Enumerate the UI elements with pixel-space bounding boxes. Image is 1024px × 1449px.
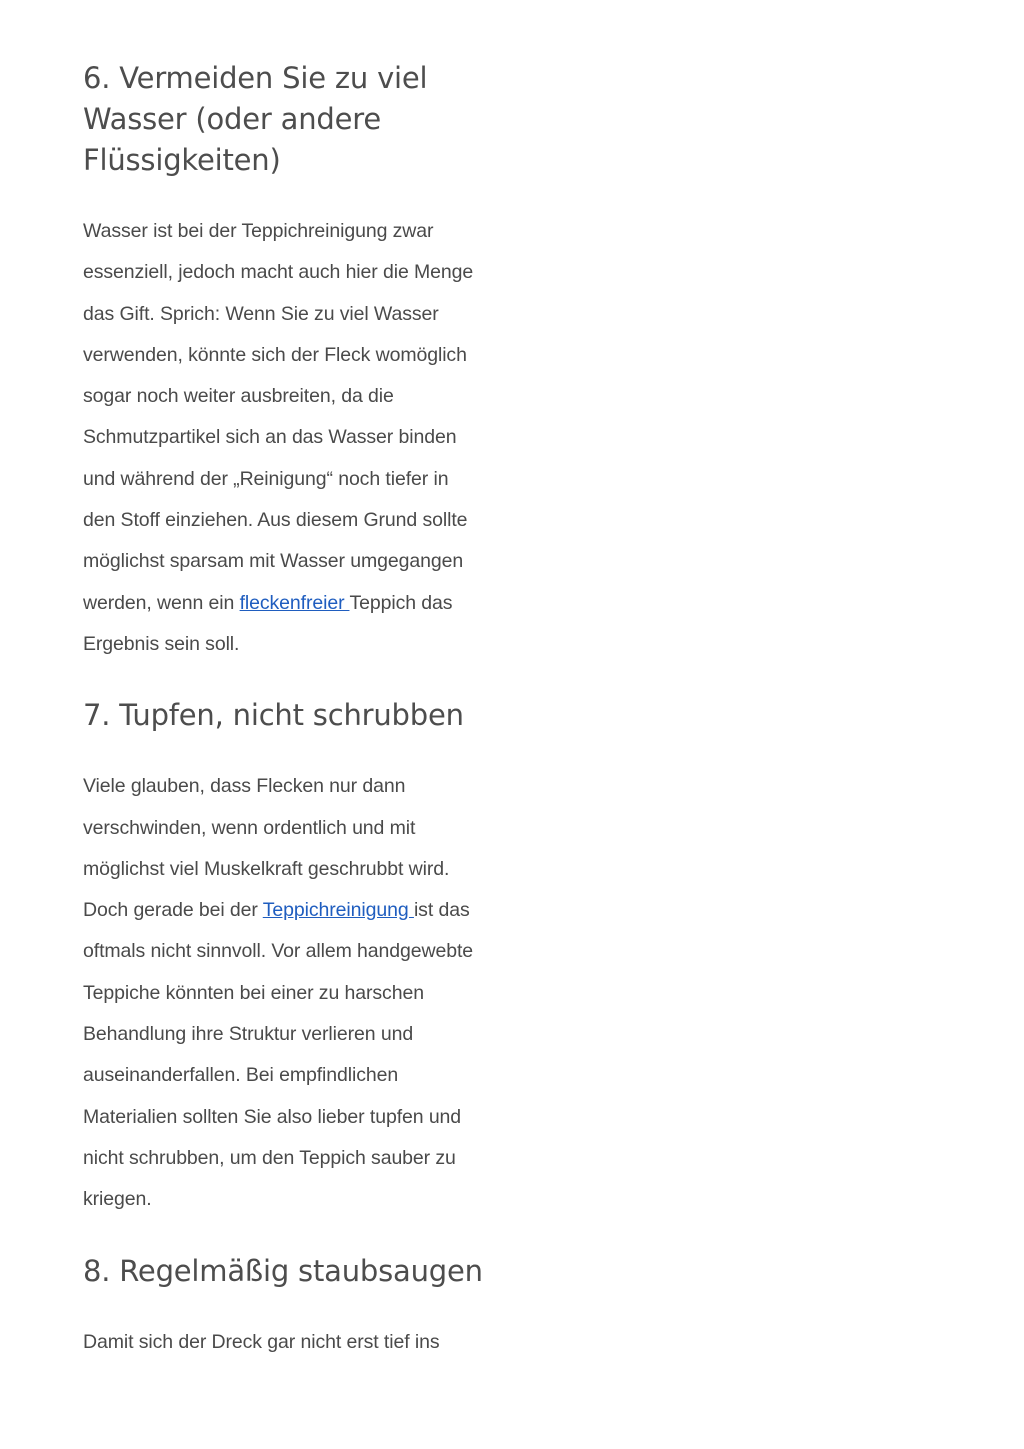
link-fleckenfreier[interactable]: fleckenfreier: [239, 591, 350, 614]
paragraph-text: Wasser ist bei der Teppichreinigung zwar essenziell, jedoch macht auch hier die Menge das Gift. Sprich: Wenn Sie zu viel Wasser verwenden, könnte sich der Fleck womöglich sogar noch weiter ausbreiten, da die Schmutzpartikel sich an das Wasser binden und während der „Reinigung“ noch tiefer in den Stoff einziehen. Aus diesem Grund sollte möglichst sparsam mit Wasser umgegangen werden, wenn ein: [83, 220, 474, 614]
section-paragraph-6: [83, 211, 483, 665]
section-heading-6: 6. Vermeiden Sie zu viel Wasser (oder andere Flüssigkeiten): [83, 61, 428, 177]
section-heading-8: 8. Regelmäßig staubsaugen: [83, 1253, 483, 1288]
section-paragraph-8: Damit sich der Dreck gar nicht erst tief ins: [83, 1330, 440, 1353]
paragraph-text: Teppich das Ergebnis sein soll.: [83, 591, 453, 655]
section-paragraph-7: [83, 766, 483, 1220]
section-heading-7: 7. Tupfen, nicht schrubben: [83, 698, 464, 733]
link-teppichreinigung[interactable]: Teppichreinigung: [262, 899, 414, 922]
paragraph-text: Viele glauben, dass Flecken nur dann verschwinden, wenn ordentlich und mit möglichst viel Muskelkraft geschrubbt wird. Doch gerade bei der: [83, 775, 450, 922]
article-content: [83, 58, 483, 1363]
paragraph-text: ist das oftmals nicht sinnvoll. Vor allem handgewebte Teppiche könnten bei einer zu harschen Behandlung ihre Struktur verlieren und auseinanderfallen. Bei empfindlichen Materialien sollten Sie also lieber tupfen und nicht schrubben, um den Teppich sauber zu kriegen.: [83, 899, 474, 1211]
